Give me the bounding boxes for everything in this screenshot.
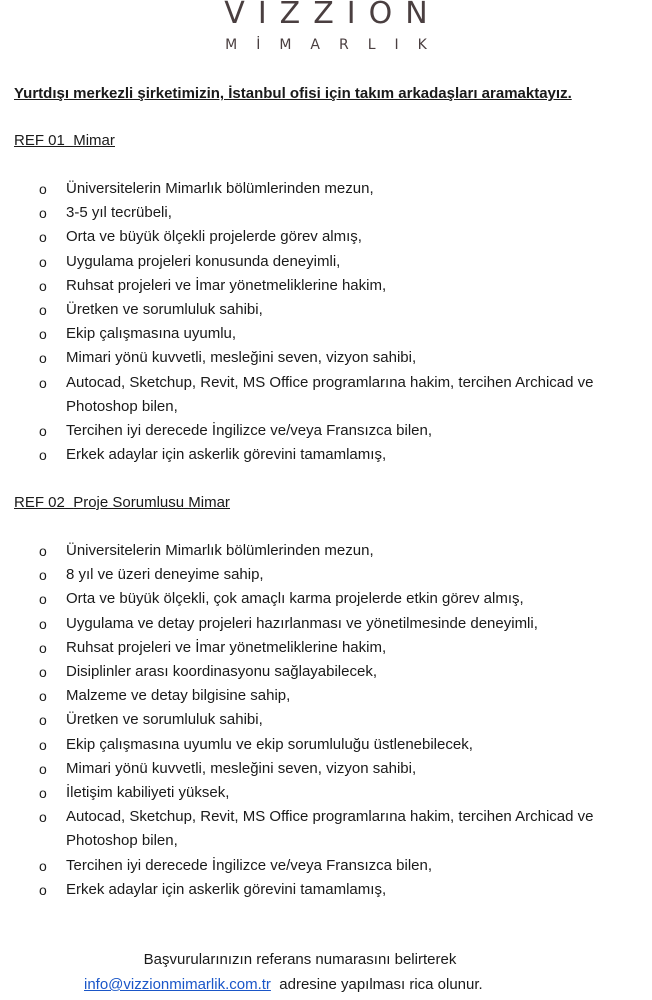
list-item — [0, 757, 652, 781]
list-item — [0, 854, 652, 878]
bullet-icon: o — [39, 181, 47, 197]
list-item — [0, 878, 652, 902]
list-item — [0, 419, 652, 443]
bullet-icon: o — [39, 639, 47, 656]
list-item-text: Tercihen iyi derecede İngilizce ve/veya Fransızca bilen, — [66, 422, 433, 440]
list-item-text: Autocad, Sketchup, Revit, MS Office programlarına hakim, tercihen Archicad ve Photoshop bilen, — [66, 373, 594, 415]
list-item — [0, 684, 652, 708]
list-item-text: Erkek adaylar için askerlik görevini tamamlamış, — [66, 880, 387, 898]
list-item — [0, 177, 652, 201]
list-item-text: Orta ve büyük ölçekli projelerde görev almış, — [66, 228, 362, 246]
page-headline: Yurtdışı merkezli şirketimizin, İstanbul ofisi için takım arkadaşları aramaktayız. — [14, 85, 572, 102]
ref2-code: REF 02 — [14, 494, 65, 511]
logo-subtitle: MİMARLIK — [225, 37, 446, 53]
ref2-requirements-list — [0, 539, 652, 902]
list-item-text: Mimari yönü kuvvetli, mesleğini seven, vizyon sahibi, — [66, 759, 417, 777]
list-item-text: Ruhsat projeleri ve İmar yönetmeliklerine hakim, — [66, 276, 387, 294]
list-item — [0, 660, 652, 684]
ref1-code: REF 01 — [14, 132, 65, 149]
bullet-icon: o — [39, 253, 47, 270]
list-item-text: Üretken ve sorumluluk sahibi, — [66, 711, 263, 729]
list-item-text: Üretken ve sorumluluk sahibi, — [66, 301, 263, 319]
list-item-text: Üniversitelerin Mimarlık bölümlerinden mezun, — [66, 180, 374, 197]
footer-instruction: Başvurularınızın referans numarasını belirterek — [143, 951, 457, 968]
ref1-requirements-list — [0, 177, 652, 467]
bullet-icon: o — [39, 374, 47, 391]
list-item-text: Erkek adaylar için askerlik görevini tamamlamış, — [66, 446, 387, 464]
bullet-icon: o — [39, 229, 47, 246]
list-item — [0, 587, 652, 611]
list-item-text: 8 yıl ve üzeri deneyime sahip, — [66, 566, 264, 584]
list-item — [0, 443, 652, 467]
bullet-icon: o — [39, 881, 47, 898]
bullet-icon: o — [39, 326, 47, 343]
list-item-text: İletişim kabiliyeti yüksek, — [66, 784, 230, 802]
bullet-icon: o — [39, 591, 47, 608]
ref2-heading — [14, 494, 230, 511]
bullet-icon: o — [39, 688, 47, 705]
list-item — [0, 225, 652, 249]
list-item-text: Ruhsat projeleri ve İmar yönetmeliklerine hakim, — [66, 638, 387, 656]
ref1-heading — [14, 132, 115, 149]
logo-wordmark: VIZZION — [224, 0, 441, 31]
list-item — [0, 322, 652, 346]
list-item — [0, 781, 652, 805]
list-item-text: Malzeme ve detay bilgisine sahip, — [66, 687, 291, 705]
list-item-text: Orta ve büyük ölçekli, çok amaçlı karma projelerde etkin görev almış, — [66, 590, 524, 608]
company-logo — [0, 0, 652, 58]
bullet-icon: o — [39, 423, 47, 440]
list-item — [0, 371, 652, 419]
list-item — [0, 805, 652, 853]
list-item — [0, 539, 652, 563]
bullet-icon: o — [39, 205, 47, 222]
list-item-text: Tercihen iyi derecede İngilizce ve/veya Fransızca bilen, — [66, 856, 433, 874]
bullet-icon: o — [39, 543, 47, 559]
list-item-text: Mimari yönü kuvvetli, mesleğini seven, vizyon sahibi, — [66, 349, 417, 367]
list-item — [0, 346, 652, 370]
list-item-text: Üniversitelerin Mimarlık bölümlerinden mezun, — [66, 542, 374, 559]
list-item — [0, 563, 652, 587]
list-item-text: Ekip çalışmasına uyumlu, — [66, 325, 237, 343]
list-item-text: Uygulama ve detay projeleri hazırlanması ve yönetilmesinde deneyimli, — [66, 614, 538, 632]
list-item — [0, 612, 652, 636]
bullet-icon: o — [39, 447, 47, 464]
bullet-icon: o — [39, 615, 47, 632]
list-item — [0, 636, 652, 660]
bullet-icon: o — [39, 664, 47, 681]
bullet-icon: o — [39, 712, 47, 729]
bullet-icon: o — [39, 277, 47, 294]
list-item-text: 3-5 yıl tecrübeli, — [66, 204, 172, 222]
email-link[interactable]: info@vizzionmimarlik.com.tr — [84, 976, 271, 993]
list-item-text: Autocad, Sketchup, Revit, MS Office programlarına hakim, tercihen Archicad ve Photoshop bilen, — [66, 808, 594, 850]
list-item-text: Disiplinler arası koordinasyonu sağlayabilecek, — [66, 663, 377, 681]
bullet-icon: o — [39, 302, 47, 319]
list-item-text: Ekip çalışmasına uyumlu ve ekip sorumluluğu üstlenebilecek, — [66, 735, 473, 753]
list-item-text: Uygulama projeleri konusunda deneyimli, — [66, 252, 341, 270]
list-item — [0, 250, 652, 274]
bullet-icon: o — [39, 785, 47, 802]
bullet-icon: o — [39, 567, 47, 584]
bullet-icon: o — [39, 809, 47, 826]
list-item — [0, 201, 652, 225]
list-item — [0, 708, 652, 732]
bullet-icon: o — [39, 350, 47, 367]
list-item — [0, 298, 652, 322]
list-item — [0, 733, 652, 757]
footer-contact — [84, 976, 483, 993]
ref1-title: Mimar — [73, 132, 115, 149]
bullet-icon: o — [39, 760, 47, 777]
ref2-title: Proje Sorumlusu Mimar — [73, 494, 230, 511]
bullet-icon: o — [39, 736, 47, 753]
footer-suffix: adresine yapılması rica olunur. — [279, 976, 483, 993]
bullet-icon: o — [39, 857, 47, 874]
list-item — [0, 274, 652, 298]
